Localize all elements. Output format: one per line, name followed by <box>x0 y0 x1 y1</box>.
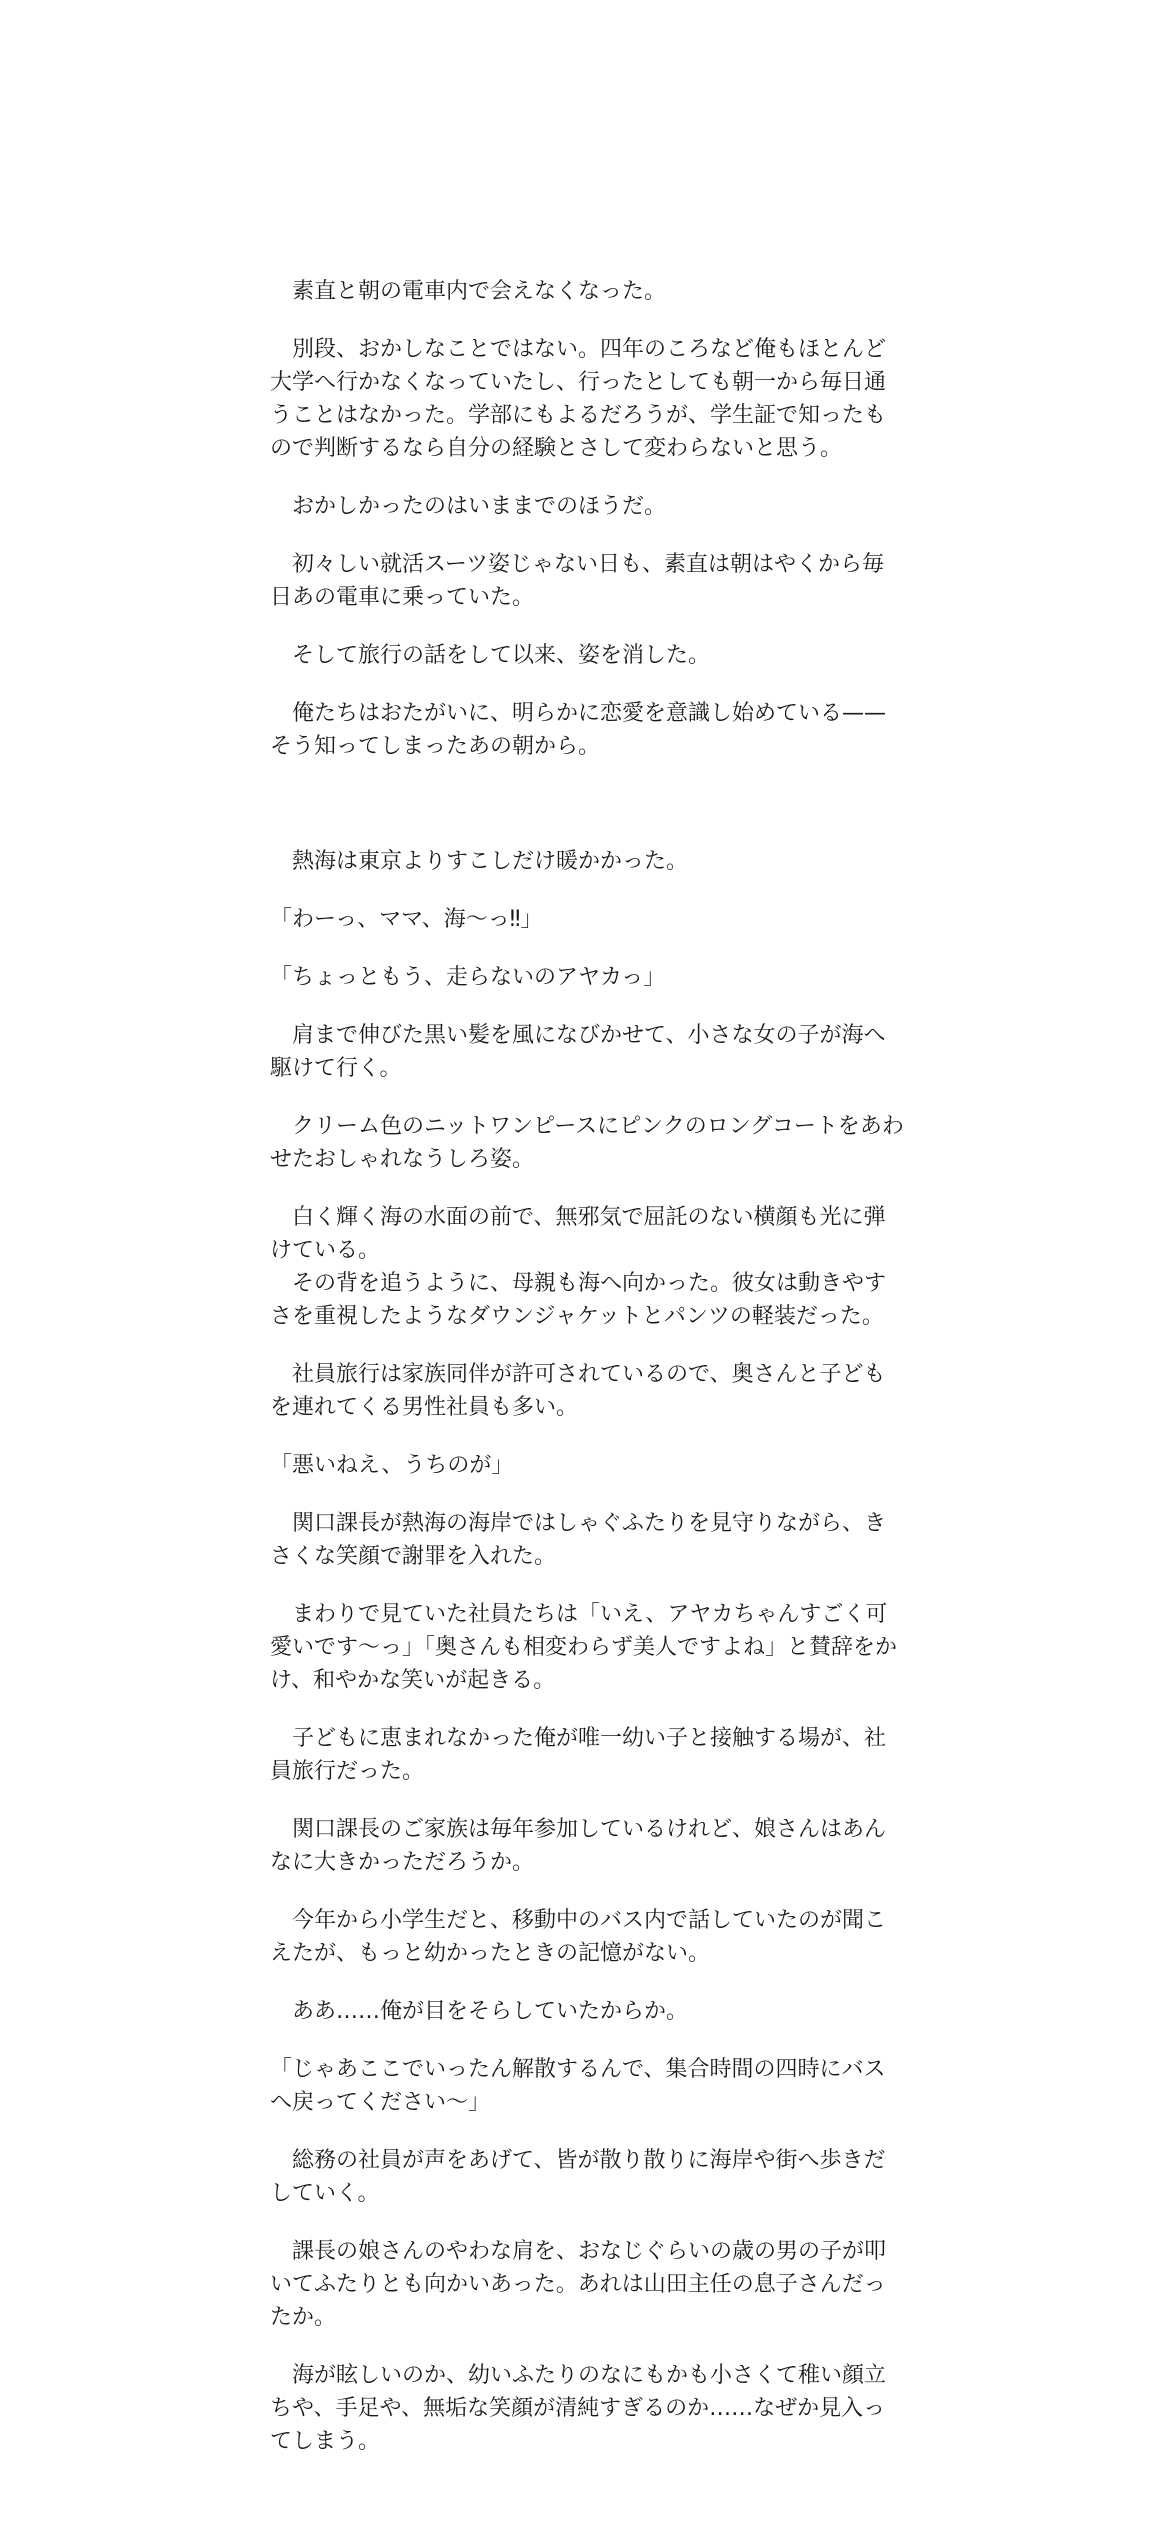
paragraph: 素直と朝の電車内で会えなくなった。 <box>270 279 667 304</box>
paragraph: まわりで見ていた社員たちは「いえ、アヤカちゃんすごく可愛いです〜っ」「奥さんも相変わらず美人ですよね」と賛辞をかけ、和やかな笑いが起きる。 <box>270 1602 898 1693</box>
paragraph: そして旅行の話をして以来、姿を消した。 <box>270 643 711 668</box>
dialogue: 「ちょっともう、走らないのアヤカっ」 <box>270 965 666 990</box>
paragraph: 関口課長が熱海の海岸ではしゃぐふたりを見守りながら、きさくな笑顔で謝罪を入れた。 <box>270 1511 887 1569</box>
paragraph: 俺たちはおたがいに、明らかに恋愛を意識し始めている——そう知ってしまったあの朝から。 <box>270 701 887 759</box>
paragraph: 社員旅行は家族同伴が許可されているので、奥さんと子どもを連れてくる男性社員も多い。 <box>270 1362 886 1420</box>
dialogue: 「わーっ、ママ、海〜っ‼」 <box>270 907 543 932</box>
paragraph: 今年から小学生だと、移動中のバス内で話していたのが聞こえたが、もっと幼かったときの記憶がない。 <box>270 1908 887 1966</box>
paragraph: ああ……俺が目をそらしていたからか。 <box>270 1999 689 2024</box>
paragraph: おかしかったのはいままでのほうだ。 <box>270 494 667 519</box>
dialogue: 「悪いねえ、うちのが」 <box>270 1453 514 1478</box>
paragraph: 海が眩しいのか、幼いふたりのなにもかも小さくて稚い顔立ちや、手足や、無垢な笑顔が清純すぎるのか……なぜか見入ってしまう。 <box>270 2363 887 2454</box>
paragraph: 熱海は東京よりすこしだけ暖かかった。 <box>270 849 689 874</box>
paragraph: 総務の社員が声をあげて、皆が散り散りに海岸や街へ歩きだしていく。 <box>270 2148 886 2206</box>
paragraph: 子どもに恵まれなかった俺が唯一幼い子と接触する場が、社員旅行だった。 <box>270 1726 887 1784</box>
paragraph: 別段、おかしなことではない。四年のころなど俺もほとんど大学へ行かなくなっていたし、行ったとしても朝一から毎日通うことはなかった。学部にもよるだろうが、学生証で知ったもので判断するなら自分の経験とさして変わらないと思う。 <box>270 337 887 461</box>
paragraph: 関口課長のご家族は毎年参加しているけれど、娘さんはあんなに大きかっただろうか。 <box>270 1817 887 1875</box>
paragraph: 肩まで伸びた黒い髪を風になびかせて、小さな女の子が海へ駆けて行く。 <box>270 1023 886 1081</box>
paragraph: 初々しい就活スーツ姿じゃない日も、素直は朝はやくから毎日あの電車に乗っていた。 <box>270 552 885 610</box>
paragraph: クリーム色のニットワンピースにピンクのロングコートをあわせたおしゃれなうしろ姿。 <box>270 1114 904 1172</box>
paragraph: その背を追うように、母親も海へ向かった。彼女は動きやすさを重視したようなダウンジャケットとパンツの軽装だった。 <box>270 1271 887 1329</box>
paragraph: 課長の娘さんのやわな肩を、おなじぐらいの歳の男の子が叩いてふたりとも向かいあった。あれは山田主任の息子さんだったか。 <box>270 2239 887 2330</box>
reading-page <box>270 275 905 2483</box>
paragraph: 白く輝く海の水面の前で、無邪気で屈託のない横顔も光に弾けている。 <box>270 1205 886 1263</box>
scene-break <box>270 788 905 845</box>
dialogue: 「じゃあここでいったん解散するんで、集合時間の四時にバスへ戻ってください〜」 <box>270 2057 886 2115</box>
